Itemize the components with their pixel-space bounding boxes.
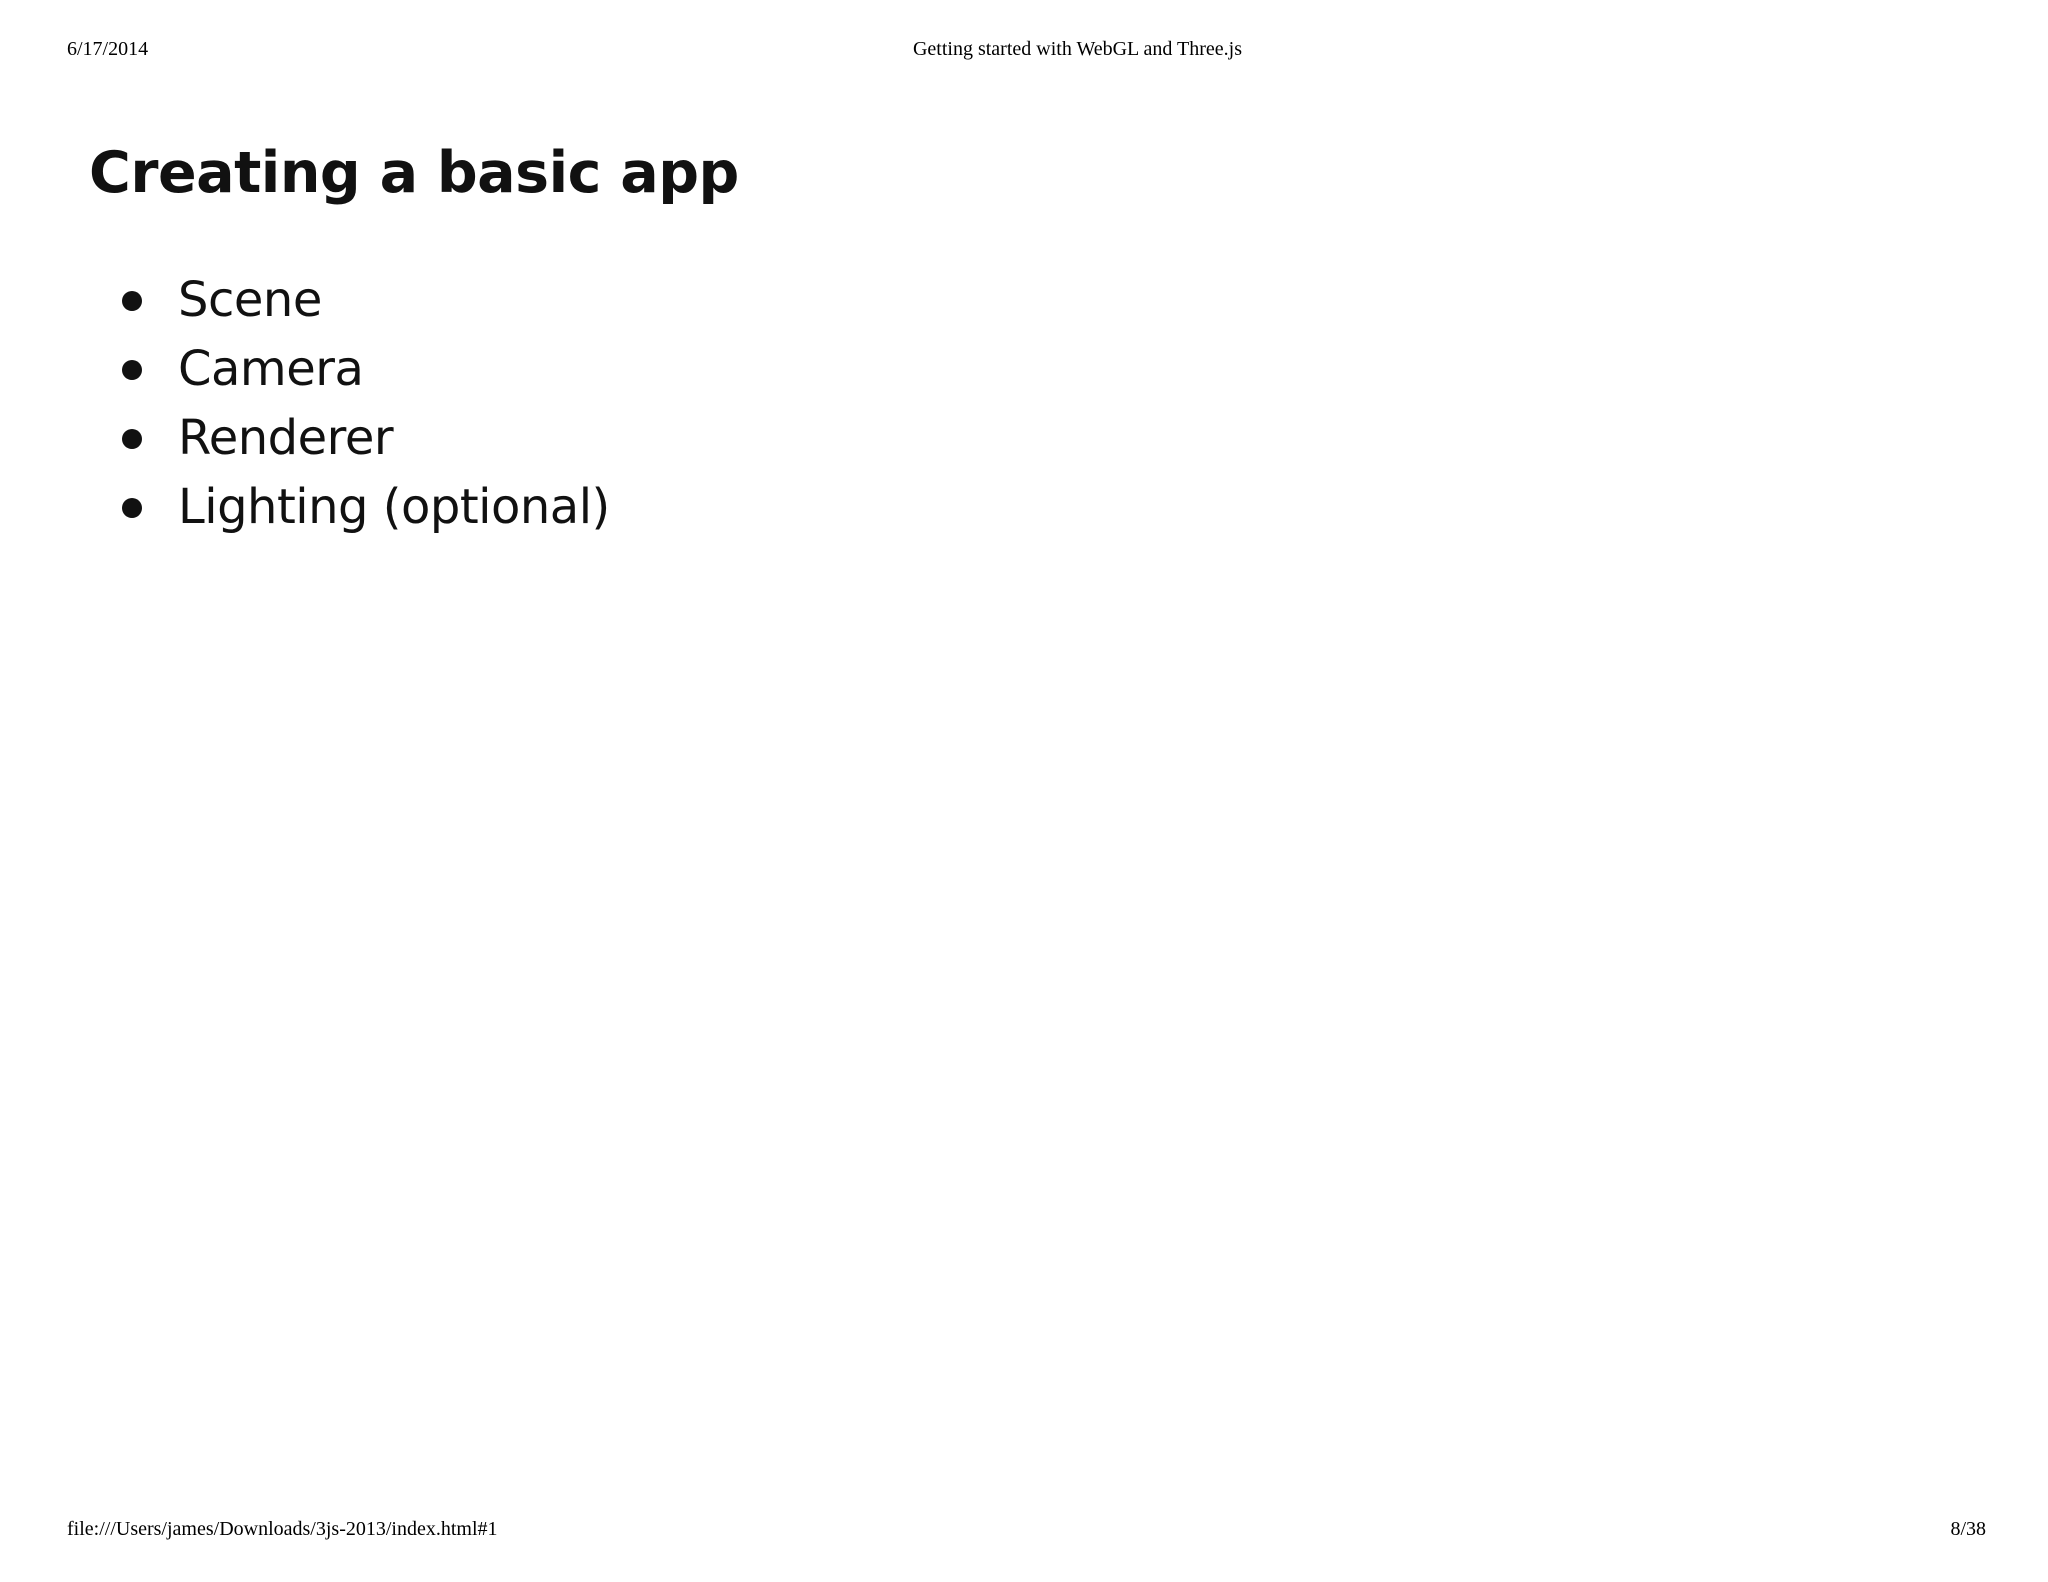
print-footer xyxy=(0,1518,2048,1546)
list-item xyxy=(118,473,610,542)
list-item-text: Scene xyxy=(178,272,322,328)
page-number: 8/38 xyxy=(1950,1518,1986,1540)
print-url: file:///Users/james/Downloads/3js-2013/index.html#1 xyxy=(67,1518,498,1540)
bullet-icon xyxy=(122,291,142,311)
bullet-icon xyxy=(122,498,142,518)
slide-title: Creating a basic app xyxy=(89,140,739,206)
bullet-icon xyxy=(122,360,142,380)
list-item-text: Lighting (optional) xyxy=(178,479,610,535)
list-item-text: Renderer xyxy=(178,410,394,466)
list-item xyxy=(118,266,610,335)
print-date: 6/17/2014 xyxy=(67,38,149,60)
list-item-text: Camera xyxy=(178,341,364,397)
bullet-list xyxy=(118,266,610,542)
bullet-icon xyxy=(122,429,142,449)
print-document-title: Getting started with WebGL and Three.js xyxy=(912,38,1243,60)
list-item xyxy=(118,404,610,473)
list-item xyxy=(118,335,610,404)
